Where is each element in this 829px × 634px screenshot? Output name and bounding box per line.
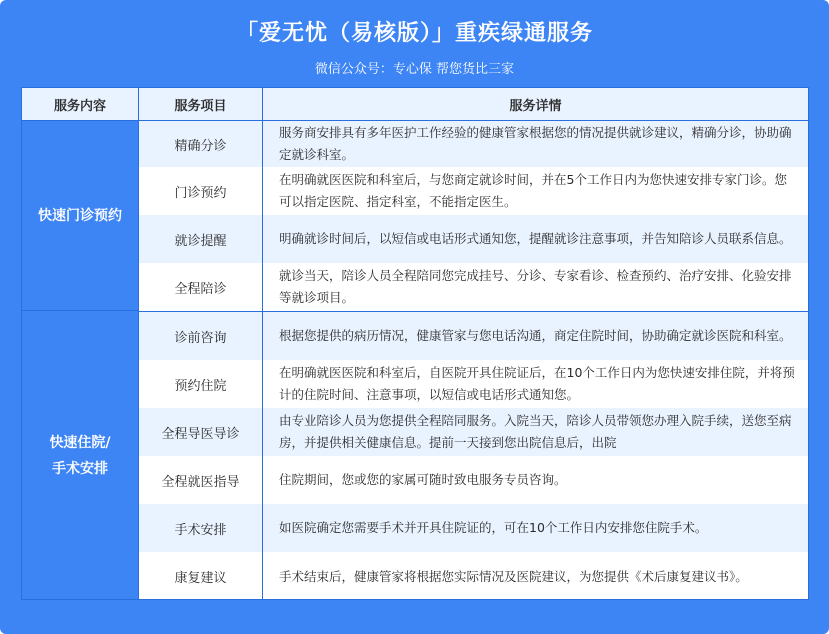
service-detail: 住院期间，您或您的家属可随时致电服务专员咨询。 <box>262 456 808 504</box>
service-detail: 服务商安排具有多年医护工作经验的健康管家根据您的情况提供就诊建议，精确分诊，协助确定就诊科室。 <box>262 121 808 167</box>
service-detail: 如医院确定您需要手术并开具住院证的，可在10个工作日内安排您住院手术。 <box>262 504 808 552</box>
table-row <box>138 408 808 456</box>
group-label-inpatient-surgery <box>22 311 138 600</box>
service-item: 门诊预约 <box>138 167 262 215</box>
group-label-outpatient: 快速门诊预约 <box>22 121 138 311</box>
column-header-content: 服务内容 <box>22 88 138 121</box>
group-label-text <box>49 430 110 482</box>
service-item: 诊前咨询 <box>138 312 262 360</box>
table-row <box>138 263 808 311</box>
service-item: 就诊提醒 <box>138 215 262 263</box>
group-label-line: 快速住院/ <box>49 435 111 451</box>
service-detail: 手术结束后，健康管家将根据您实际情况及医院建议，为您提供《术后康复建议书》。 <box>262 552 808 600</box>
table-row <box>138 121 808 167</box>
table-row <box>138 215 808 263</box>
service-detail: 就诊当天，陪诊人员全程陪同您完成挂号、分诊、专家看诊、检查预约、治疗安排、化验安排等就诊项目。 <box>262 263 808 311</box>
page-title: 「爱无忧（易核版）」重疾绿通服务 <box>235 21 593 46</box>
service-item: 全程陪诊 <box>138 263 262 311</box>
service-detail: 在明确就医医院和科室后，自医院开具住院证后，在10个工作日内为您快速安排住院，并将预计的住院时间、注意事项，以短信或电话形式通知您。 <box>262 360 808 408</box>
page-subtitle: 微信公众号：专心保 帮您货比三家 <box>314 62 515 77</box>
group-label-line: 手术安排 <box>52 461 108 477</box>
service-item: 预约住院 <box>138 360 262 408</box>
service-table <box>21 87 809 600</box>
table-row <box>138 360 808 408</box>
service-item: 全程导医导诊 <box>138 408 262 456</box>
table-row <box>138 312 808 360</box>
table-row <box>138 456 808 504</box>
table-row <box>138 504 808 552</box>
service-item: 精确分诊 <box>138 121 262 167</box>
service-detail: 在明确就医医院和科室后，与您商定就诊时间，并在5个工作日内为您快速安排专家门诊。您可以指定医院、指定科室，不能指定医生。 <box>262 167 808 215</box>
table-row <box>138 552 808 600</box>
column-header-detail: 服务详情 <box>262 88 808 121</box>
table-row <box>138 167 808 215</box>
service-item: 手术安排 <box>138 504 262 552</box>
column-header-item: 服务项目 <box>138 88 262 121</box>
service-item: 康复建议 <box>138 552 262 600</box>
service-detail: 根据您提供的病历情况，健康管家与您电话沟通，商定住院时间，协助确定就诊医院和科室。 <box>262 312 808 360</box>
service-detail: 由专业陪诊人员为您提供全程陪同服务。入院当天，陪诊人员带领您办理入院手续，送您至病房，并提供相关健康信息。提前一天接到您出院信息后，出院 <box>262 408 808 456</box>
service-item: 全程就医指导 <box>138 456 262 504</box>
service-detail: 明确就诊时间后，以短信或电话形式通知您，提醒就诊注意事项，并告知陪诊人员联系信息。 <box>262 215 808 263</box>
